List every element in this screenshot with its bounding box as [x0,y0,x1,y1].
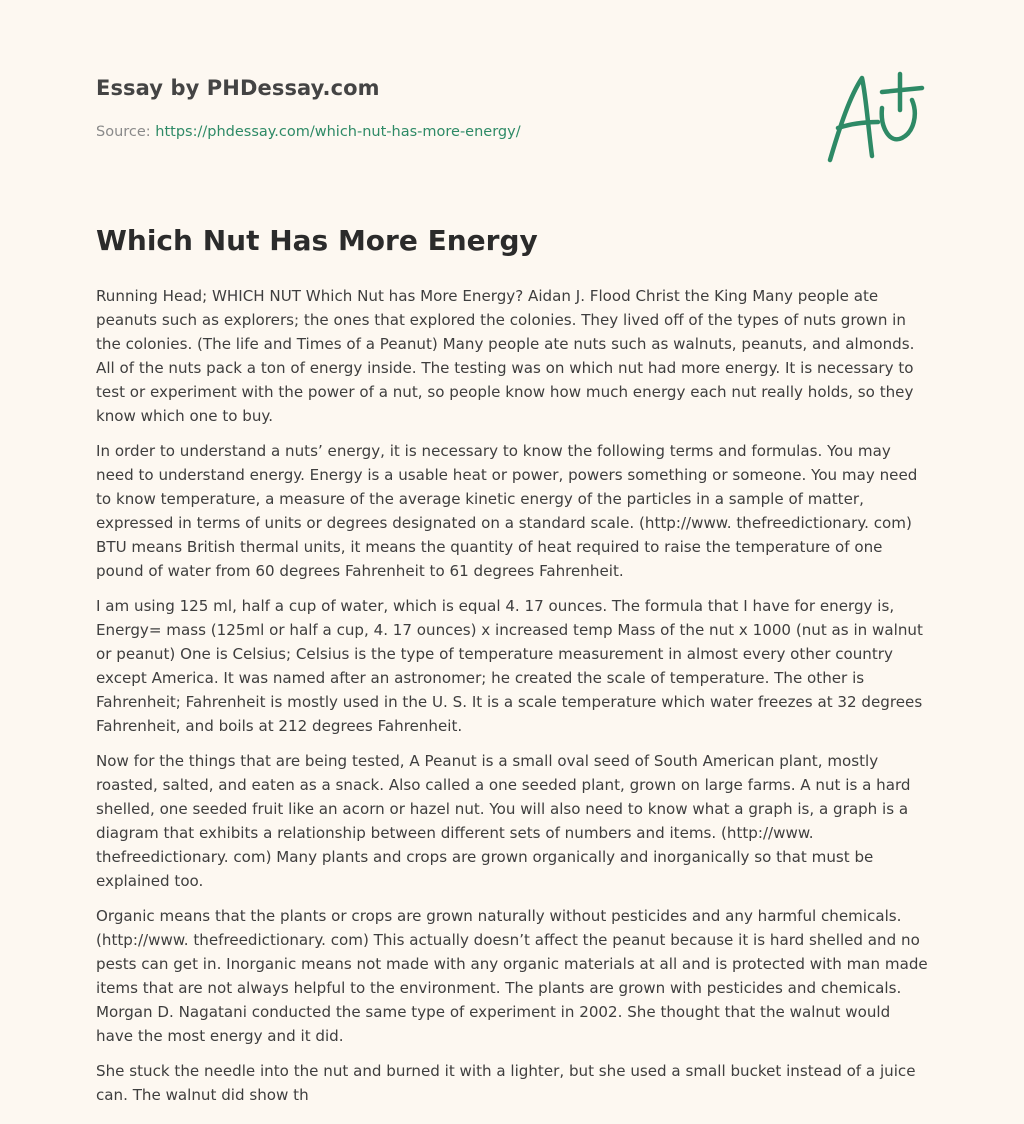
paragraph: I am using 125 ml, half a cup of water, which is equal 4. 17 ounces. The formula that I have for energy is, Energy= mass (125ml or half a cup, 4. 17 ounces) x increased temp Mass of the nut x 1000 (nut as in walnut or peanut) One is Celsius; Celsius is the type of temperature measurement in almost every other country except America. It was named after an astronomer; he created the scale of temperature. The other is Fahrenheit; Fahrenheit is mostly used in the U. S. It is a scale temperature which water freezes at 32 degrees Fahrenheit, and boils at 212 degrees Fahrenheit. [96,597,923,735]
source-link[interactable]: https://phdessay.com/which-nut-has-more-energy/ [155,124,521,140]
paragraph: She stuck the needle into the nut and burned it with a lighter, but she used a small bucket instead of a juice can. The walnut did show th [96,1062,916,1104]
paragraph: Organic means that the plants or crops are grown naturally without pesticides and any harmful chemicals. (http://www. thefreedictionary. com) This actually doesn’t affect the peanut because it is hard shelled and no pests can get in. Inorganic means not made with any organic materials at all and is protected with man made items that are not always helpful to the environment. The plants are grown with pesticides and chemicals. Morgan D. Nagatani conducted the same type of experiment in 2002. She thought that the walnut would have the most energy and it did. [96,907,928,1045]
source-label: Source: [96,124,156,140]
essay-body [96,284,930,1118]
paragraph: Running Head; WHICH NUT Which Nut has More Energy? Aidan J. Flood Christ the King Many people ate peanuts such as explorers; the ones that explored the colonies. They lived off of the types of nuts grown in the colonies. (The life and Times of a Peanut) Many people ate nuts such as walnuts, peanuts, and almonds. All of the nuts pack a ton of energy inside. The testing was on which nut had more energy. It is necessary to test or experiment with the power of a nut, so people know how much energy each nut really holds, so they know which one to buy. [96,287,915,425]
site-brand: Essay by PHDessay.com [96,76,380,100]
page-title: Which Nut Has More Energy [96,224,538,257]
paragraph: Now for the things that are being tested, A Peanut is a small oval seed of South American plant, mostly roasted, salted, and eaten as a snack. Also called a one seeded plant, grown on large farms. A nut is a hard shelled, one seeded fruit like an acorn or hazel nut. You will also need to know what a graph is, a graph is a diagram that exhibits a relationship between different sets of numbers and items. (http://www. thefreedictionary. com) Many plants and crops are grown organically and inorganically so that must be explained too. [96,752,911,890]
paragraph: In order to understand a nuts’ energy, it is necessary to know the following terms and formulas. You may need to understand energy. Energy is a usable heat or power, powers something or someone. You may need to know temperature, a measure of the average kinetic energy of the particles in a sample of matter, expressed in terms of units or degrees designated on a standard scale. (http://www. thefreedictionary. com) BTU means British thermal units, it means the quantity of heat required to raise the temperature of one pound of water from 60 degrees Fahrenheit to 61 degrees Fahrenheit. [96,442,918,580]
a-plus-logo-icon [820,66,928,166]
source-line [96,124,521,140]
